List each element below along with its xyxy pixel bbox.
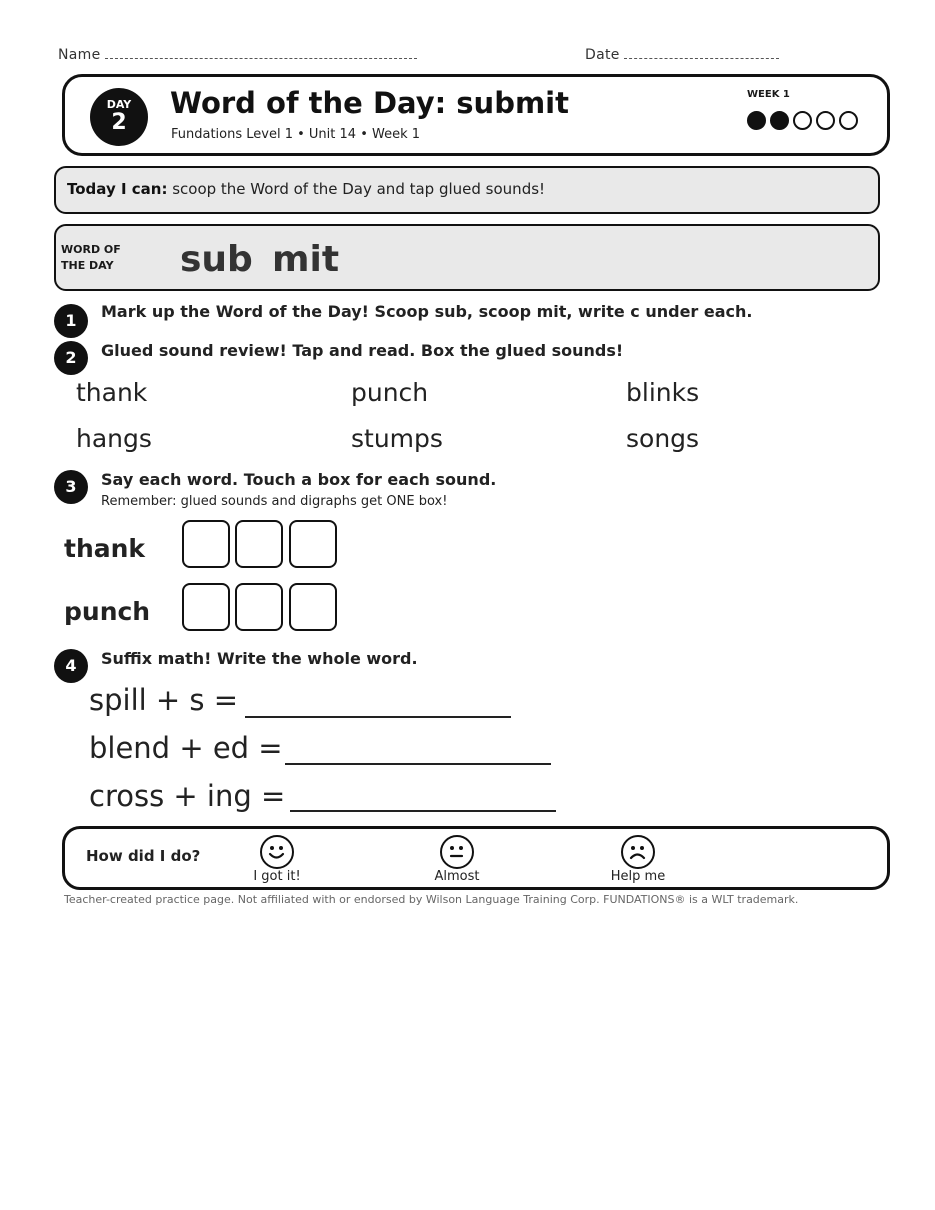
sound-box[interactable] [289,583,337,631]
sound-box[interactable] [182,583,230,631]
step-2-badge: 2 [54,341,88,375]
sad-face-icon[interactable] [621,835,655,869]
date-label: Date [585,47,620,63]
week-label: WEEK 1 [747,89,790,100]
face-label-got-it: I got it! [253,869,301,884]
step-1-badge: 1 [54,304,88,338]
day-number: 2 [111,110,127,135]
wotd-syllable-2: mit [272,239,340,280]
name-label: Name [58,47,101,63]
suffix-equation: cross + ing = [89,779,286,813]
sound-box[interactable] [182,520,230,568]
answer-line[interactable] [290,810,556,812]
sound-box[interactable] [289,520,337,568]
suffix-equation: blend + ed = [89,731,283,765]
step-4-badge: 4 [54,649,88,683]
word-of-the-day-box [54,224,880,291]
segment-word: thank [64,534,146,563]
answer-line[interactable] [285,763,551,765]
goal-body: scoop the Word of the Day and tap glued sounds! [167,180,546,198]
wotd-label-line2: THE DAY [61,259,114,272]
name-field[interactable] [105,58,417,59]
progress-dot-empty [816,111,835,130]
progress-dot-filled [770,111,789,130]
day-badge [90,88,148,146]
suffix-equation: spill + s = [89,683,239,717]
date-field[interactable] [624,58,779,59]
answer-line[interactable] [245,716,511,718]
step-3-subtext: Remember: glued sounds and digraphs get ONE box! [101,494,448,509]
self-check-question: How did I do? [86,847,201,865]
name-line [58,47,417,63]
happy-face-icon[interactable] [260,835,294,869]
goal-text [67,180,545,198]
glued-word: stumps [351,424,443,453]
glued-word: thank [76,378,148,407]
glued-word: hangs [76,424,152,453]
progress-dot-filled [747,111,766,130]
goal-lead: Today I can: [67,180,168,198]
wotd-syllable-1: sub [180,239,253,280]
neutral-face-icon[interactable] [440,835,474,869]
page-subtitle: Fundations Level 1 • Unit 14 • Week 1 [171,127,421,142]
word-of-the-day-label [61,242,141,274]
glued-word: blinks [626,378,700,407]
step-4-text: Suffix math! Write the whole word. [101,649,418,668]
progress-dot-empty [793,111,812,130]
step-2-text: Glued sound review! Tap and read. Box the glued sounds! [101,341,624,360]
footer-disclaimer: Teacher-created practice page. Not affiliated with or endorsed by Wilson Language Training Corp. FUNDATIONS® is a WLT trademark. [64,893,799,906]
sound-box[interactable] [235,520,283,568]
page-title: Word of the Day: submit [170,86,569,120]
step-3-badge: 3 [54,470,88,504]
sound-box[interactable] [235,583,283,631]
date-line [585,47,779,63]
face-label-almost: Almost [434,869,480,884]
step-1-text: Mark up the Word of the Day! Scoop sub, scoop mit, write c under each. [101,302,753,321]
step-3-text: Say each word. Touch a box for each sound. [101,470,497,489]
glued-word: songs [626,424,700,453]
glued-word: punch [351,378,429,407]
wotd-label-line1: WORD OF [61,243,121,256]
day-label: DAY [106,98,132,111]
segment-word: punch [64,597,151,626]
week-progress [747,111,858,130]
progress-dot-empty [839,111,858,130]
face-label-help-me: Help me [610,869,666,884]
